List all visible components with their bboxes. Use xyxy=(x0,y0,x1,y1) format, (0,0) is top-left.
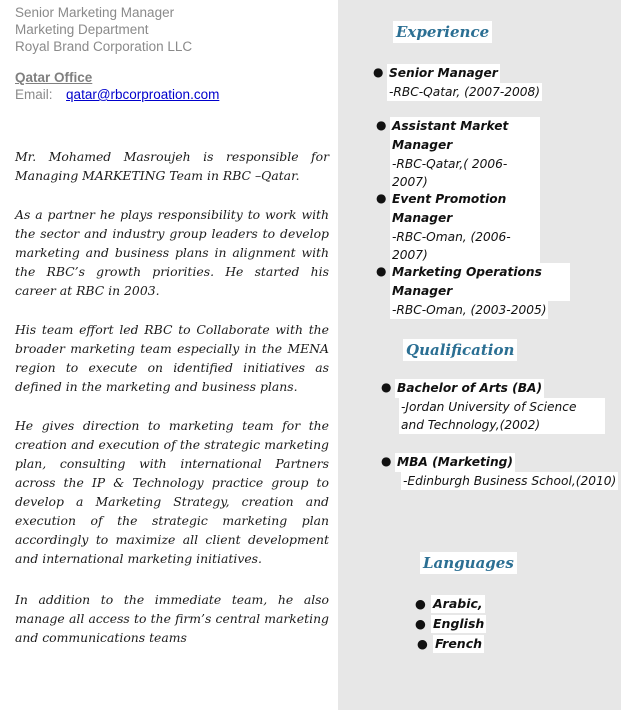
experience-title: Marketing Operations Manager xyxy=(390,263,570,301)
bullet-icon: ● xyxy=(417,636,428,651)
experience-item xyxy=(376,190,540,264)
page-bottom xyxy=(0,710,621,727)
language-name: English xyxy=(433,616,485,631)
qualification-detail: -Edinburgh Business School,(2010) xyxy=(403,474,617,488)
language-item xyxy=(417,635,484,653)
experience-detail: -RBC-Qatar, (2007-2008) xyxy=(389,85,541,99)
language-item xyxy=(415,615,486,633)
qualification-item xyxy=(381,453,617,490)
job-position: Senior Marketing Manager xyxy=(15,5,175,20)
office-name: Qatar Office xyxy=(15,70,93,85)
experience-title: Assistant Market Manager xyxy=(390,117,540,155)
experience-item xyxy=(373,64,587,101)
experience-detail: -RBC-Oman, (2006-2007) xyxy=(390,228,540,264)
experience-heading: Experience xyxy=(393,21,492,43)
qualification-title: Bachelor of Arts (BA) xyxy=(395,379,544,398)
bullet-icon: ● xyxy=(381,380,392,394)
language-name: Arabic, xyxy=(433,596,483,611)
bullet-icon: ● xyxy=(373,65,384,79)
experience-detail: -RBC-Oman, (2003-2005) xyxy=(392,303,547,317)
bullet-icon: ● xyxy=(376,118,387,132)
bullet-icon: ● xyxy=(381,454,392,468)
bullet-icon: ● xyxy=(376,191,387,205)
languages-heading: Languages xyxy=(420,552,517,574)
summary-paragraph: As a partner he plays responsibility to work with the sector and industry group leaders to develop marketing and business plans in alignment with the RBC’s growth priorities. He started his career at RBC in 2003. xyxy=(15,207,329,298)
summary-paragraph: Mr. Mohamed Masroujeh is responsible for Managing MARKETING Team in RBC –Qatar. xyxy=(15,149,329,183)
experience-item xyxy=(376,117,540,191)
experience-item xyxy=(376,263,570,319)
bullet-icon: ● xyxy=(415,616,426,631)
summary-paragraph: His team effort led RBC to Collaborate with the broader marketing team especially in the MENA region to execute on identified initiatives as defined in the marketing and business plans. xyxy=(15,322,329,394)
experience-title: Event Promotion Manager xyxy=(390,190,540,228)
qualification-title: MBA (Marketing) xyxy=(395,453,515,472)
email-label: Email: xyxy=(15,87,53,102)
bullet-icon: ● xyxy=(376,264,387,278)
language-name: French xyxy=(435,636,483,651)
language-item xyxy=(415,595,485,613)
email-link[interactable]: qatar@rbcorproation.com xyxy=(66,87,220,102)
experience-title: Senior Manager xyxy=(387,64,500,83)
qualification-detail: -Jordan University of Science and Technology,(2002) xyxy=(399,398,605,434)
summary-paragraph: In addition to the immediate team, he also manage all access to the firm’s central marketing and communications teams xyxy=(15,592,329,645)
email-row xyxy=(15,86,219,103)
summary-paragraph: He gives direction to marketing team for the creation and execution of the strategic marketing plan, consulting with international Partners across the IP & Technology practice group to develop a Marketing Strategy, creation and execution of the strategic marketing plan accordingly to maximize all client development and international marketing initiatives. xyxy=(15,418,329,566)
company-name: Royal Brand Corporation LLC xyxy=(15,39,193,54)
department: Marketing Department xyxy=(15,22,149,37)
bullet-icon: ● xyxy=(415,596,426,611)
experience-detail: -RBC-Qatar,( 2006-2007) xyxy=(390,155,540,191)
qualification-heading: Qualification xyxy=(403,339,517,361)
qualification-item xyxy=(381,379,605,434)
